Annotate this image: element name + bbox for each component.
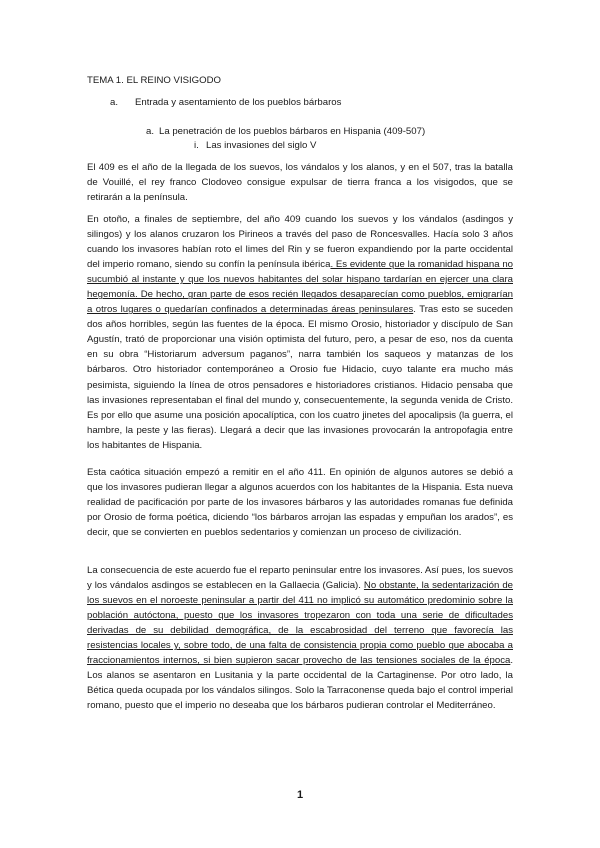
section-text: Entrada y asentamiento de los pueblos bárbaros [135, 97, 342, 108]
subsubsection-marker: i. [194, 140, 199, 151]
paragraph-text: El 409 es el año de la llegada de los suevos, los vándalos y los alanos, y en el 507, tras la batalla de Vouillé, el rey franco Clodoveo consigue expulsar de tierra franca a los visigodos, que se retirarán a la península. [87, 162, 513, 204]
section-marker: a. [110, 97, 119, 108]
subsection-marker: a. [146, 126, 155, 137]
paragraph-text: . Los alanos se asentaron en Lusitania y la parte occidental de la Cartaginense. Por otro lado, la Bética queda ocupada por los vándalos silingos. Solo la Tarraconense queda bajo el control imperial romano, puesto que el imperio no deseaba que los bárbaros pudieran controlar el Mediterráneo. [87, 655, 513, 712]
paragraph-text: . Tras esto se suceden dos años horribles, según las fuentes de la época. El mismo Orosio, historiador y discípulo de San Agustín, trató de proporcionar una visión optimista del futuro, pero, a pesar de eso, nos da cuenta en su obra “Historiarum adversum paganos”, narra también los saqueos y matanzas de los bárbaros. Otro historiador contemporáneo a Orosio fue Hidacio, cuyo talante era mucho más pesimista, siguiendo la línea de otros pensadores e historiadores cristianos. Hidacio pensaba que las invasiones representaban el final del mundo y, consecuentemente, la segunda venida de Cristo. Es por ello que asume una posición apocalíptica, con los cuatro jinetes del apocalipsis (la guerra, el hambre, la peste y las fieras). Llegará a decir que las invasiones provocarán la antropofagia entre los habitantes de Hispania. [87, 304, 513, 451]
paragraph-text: La consecuencia de este acuerdo fue el reparto peninsular entre los invasores. Así pues, los suevos y los vándalos asdingos se establecen en la Gallaecia (Galicia). [87, 565, 513, 592]
document-title: TEMA 1. EL REINO VISIGODO [87, 75, 221, 86]
paragraph-1 [87, 160, 513, 205]
paragraph-text: En otoño, a finales de septiembre, del año 409 cuando los suevos y los vándalos (asdingos y silingos) y los alanos cruzaron los Pirineos a través del paso de Roncesvalles. Hacía solo 3 años cuando los invasores habían roto el limes del Rin y se fueron expandiendo por la parte occidental del imperio romano, siendo su confín la península ibérica [87, 214, 513, 271]
paragraph-text: Esta caótica situación empezó a remitir en el año 411. En opinión de algunos autores se debió a que los invasores pudieran llegar a algunos acuerdos con los habitantes de la Hispania. Esta nueva realidad de pacificación por parte de los invasores bárbaros y las autoridades romanas fue definida por Orosio de forma poética, diciendo “los bárbaros arrojan las espadas y empuñan los arados”, es decir, que se convierten en pueblos sedentarios y comienzan un proceso de civilización. [87, 467, 513, 539]
page-number: 1 [296, 789, 304, 801]
subsection-heading [146, 126, 425, 137]
section-heading [110, 97, 341, 108]
paragraph-4 [87, 563, 513, 713]
subsubsection-text: Las invasiones del siglo V [206, 140, 317, 151]
subsubsection-heading [194, 140, 316, 151]
underlined-passage: . Es evidente que la romanidad hispana no sucumbió al instante y que los nuevos habitantes del solar hispano tardarían en ejercer una clara hegemonía. De hecho, gran parte de esos recién llegados desaparecían como pueblos, emigrarían a otros lugares o quedarían confinados a determinadas áreas peninsulares [87, 259, 513, 316]
paragraph-2 [87, 212, 513, 453]
underlined-passage: No obstante, la sedentarización de los suevos en el noroeste peninsular a partir del 411 no implicó su automático predominio sobre la población autóctona, puesto que los invasores tropezaron con toda una serie de dificultades derivadas de su debilidad demográfica, de la escabrosidad del terreno que favorecía las resistencias locales y, sobre todo, de una falta de consistencia propia como pueblo que abocaba a fraccionamientos internos, si bien supieron sacar provecho de las tensiones sociales de la época [87, 580, 513, 667]
subsection-text: La penetración de los pueblos bárbaros en Hispania (409-507) [159, 126, 426, 137]
paragraph-3 [87, 465, 513, 540]
